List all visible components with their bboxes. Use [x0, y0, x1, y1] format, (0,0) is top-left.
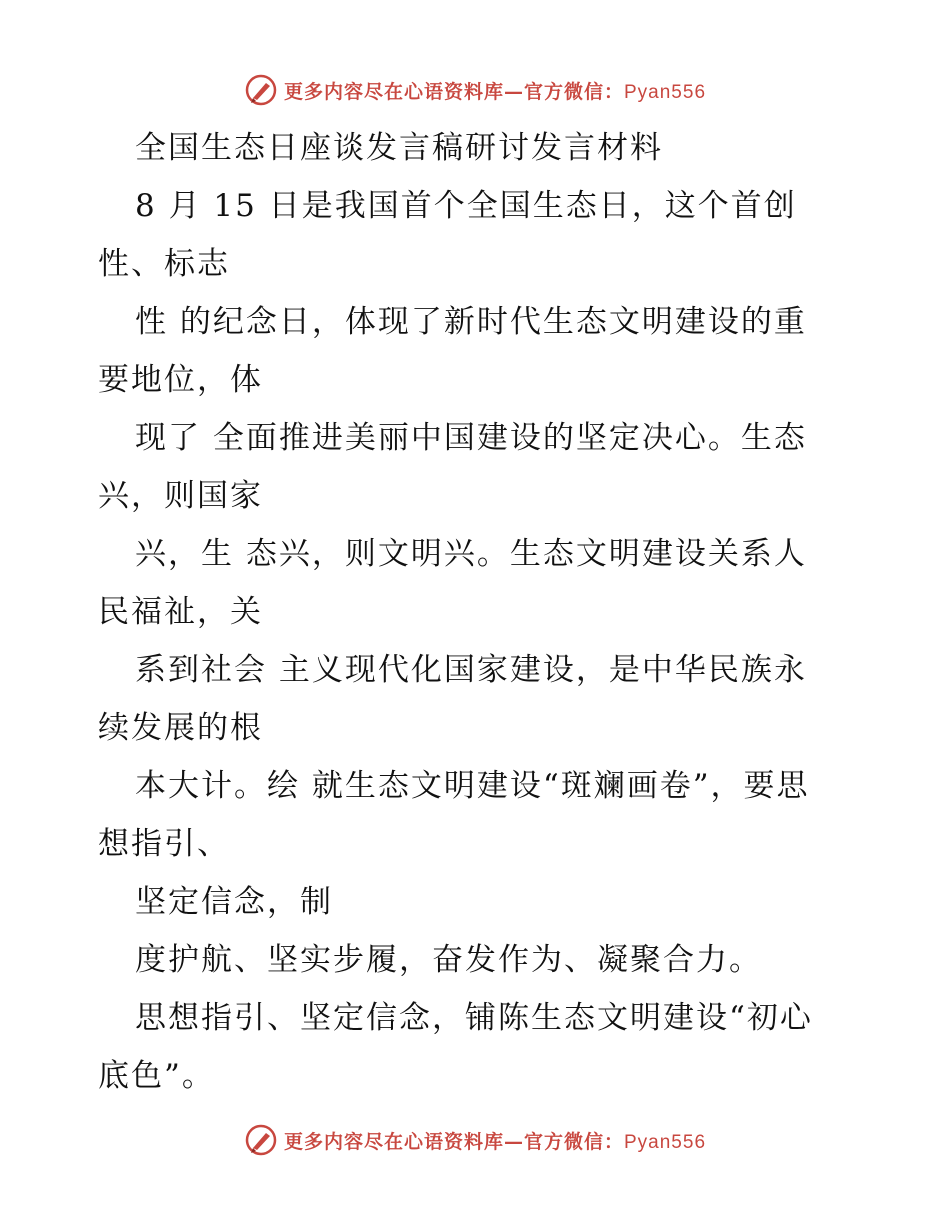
header-banner-text — [284, 77, 706, 104]
doc-line: 续发展的根 — [98, 710, 263, 746]
doc-line: 8 月 15 日是我国首个全国生态日，这个首创 — [135, 188, 797, 224]
doc-line: 系到社会 主义现代化国家建设，是中华民族永 — [135, 652, 807, 688]
doc-line: 思想指引、坚定信念，铺陈生态文明建设“初心 — [135, 1000, 813, 1036]
doc-line: 现了 全面推进美丽中国建设的坚定决心。生态 — [135, 420, 807, 456]
doc-line: 民福祉，关 — [98, 594, 263, 630]
doc-line: 想指引、 — [98, 826, 230, 862]
header-banner-label: 更多内容尽在心语资料库—官方微信： — [283, 80, 624, 103]
doc-line: 度护航、坚实步履，奋发作为、凝聚合力。 — [135, 942, 762, 978]
footer-banner — [0, 1120, 950, 1160]
doc-line: 底色”。 — [98, 1058, 215, 1094]
footer-banner-label: 更多内容尽在心语资料库—官方微信： — [283, 1130, 624, 1153]
pen-logo-icon — [244, 73, 278, 107]
doc-line: 兴，生 态兴，则文明兴。生态文明建设关系人 — [135, 536, 807, 572]
header-banner — [0, 70, 950, 110]
doc-line: 要地位，体 — [98, 362, 263, 398]
doc-line: 本大计。绘 就生态文明建设“斑斓画卷”，要思 — [135, 768, 810, 804]
footer-banner-text — [284, 1127, 706, 1154]
header-banner-id: Pyan556 — [624, 81, 707, 103]
doc-line: 坚定信念，制 — [135, 884, 333, 920]
footer-banner-id: Pyan556 — [624, 1131, 707, 1153]
pen-logo-icon — [244, 1123, 278, 1157]
doc-line: 性、标志 — [98, 246, 230, 282]
doc-line: 兴，则国家 — [98, 478, 263, 514]
doc-title: 全国生态日座谈发言稿研讨发言材料 — [135, 130, 663, 166]
doc-line: 性 的纪念日，体现了新时代生态文明建设的重 — [135, 304, 807, 340]
